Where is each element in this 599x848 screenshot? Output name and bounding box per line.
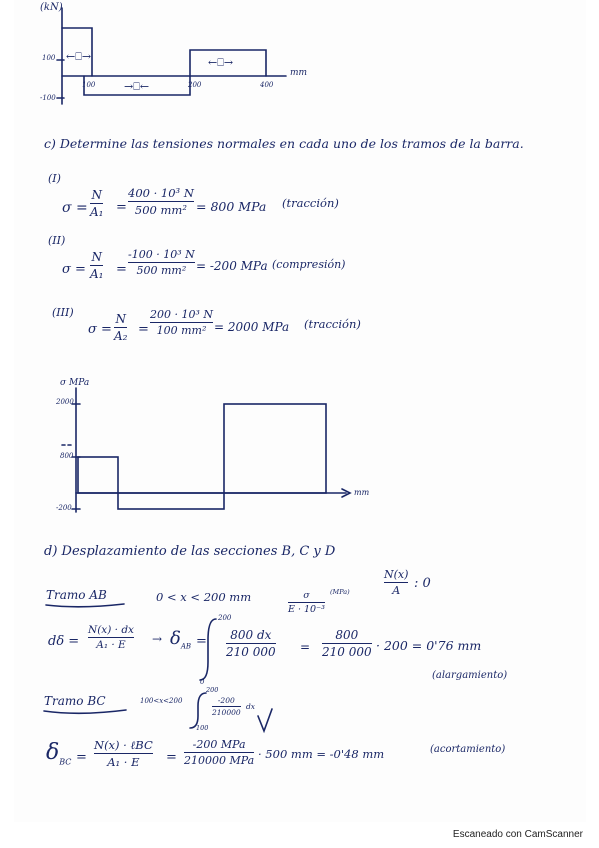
tramo-2-label: (II) [48,234,66,247]
section-d-title: d) Desplazamiento de las secciones B, C y D [44,544,336,559]
tramo-1-label: (I) [48,172,61,185]
force-tick-minus100: -100 [40,94,56,102]
int-ab-upper: 200 [218,614,232,622]
side-frac: N(x) A [384,568,409,598]
section-c-title: c) Determine las tensiones normales en cada uno de los tramos de la barra. [44,136,524,151]
delta-ab: $\delta_{AB}$ [170,628,192,651]
tramo-3-result: = 2000 MPa [214,320,290,334]
force-xtick-200: 200 [188,81,202,89]
force-arrow-2: →⎕← [124,80,150,93]
force-tick-100: 100 [42,54,56,62]
int-ab-lower: 0 [200,678,205,686]
delta-bc: $\delta_{BC}$ [46,740,72,767]
tramo-3-frac-values: 200 · 10³ N 100 mm² [150,308,214,338]
implies-arrow: → [152,632,163,646]
force-xtick-400: 400 [260,81,274,89]
int-bc-upper: 200 [206,686,219,694]
tramo-3-lhs: σ = [88,322,112,337]
int-bc-frac: -200 210000 [212,696,241,718]
check-mark [258,709,272,731]
tramo-bc-label: Tramo BC [44,694,106,708]
sigma-over-e: σ E · 10⁻³ [288,590,325,616]
stress-unit-x: mm [354,488,370,497]
int-bc-lower: 100 [196,724,209,732]
force-axis-label: (kN) [40,2,63,13]
force-arrow-1: ←⎕→ [66,50,92,63]
stress-tick-minus200: -200 [56,504,72,512]
tramo-1-frac-n-a: N A₁ [90,188,104,220]
force-arrow-3: ←⎕→ [208,56,234,69]
scanner-watermark: Escaneado con CamScanner [452,829,583,840]
tramo-2-note: (compresión) [272,258,346,271]
tramo-2-frac-values: -100 · 10³ N 500 mm² [128,248,195,278]
tramo-2-lhs: σ = [62,262,86,277]
stress-block-2 [118,493,224,509]
stress-axis-label: σ MPa [60,378,90,388]
integral-ab [200,619,216,680]
tramo-3-note: (tracción) [304,317,361,331]
force-xtick-100: 100 [82,81,96,89]
force-unit-x: mm [290,68,308,78]
integral-bc [190,693,206,728]
tramo-ab-label: Tramo AB [46,588,107,602]
tramo-bc-range: 100<x<200 [140,697,183,705]
tramo-3-frac-n-a: N A₂ [114,312,128,344]
stress-tick-2000: 2000 [56,398,74,406]
tramo-bc-result: · 500 mm = -0'48 mm [258,747,385,761]
tramo-3-label: (III) [52,306,74,319]
tramo-ab-note: (alargamiento) [432,670,508,681]
tramo-bc-note: (acortamiento) [430,744,506,755]
int-bc-dx: dx [246,702,256,711]
tramo-1-result: = 800 MPa [196,199,267,214]
int-ab-frac: 800 dx 210 000 [226,628,276,660]
tramo-1-frac-values: 400 · 10³ N 500 mm² [128,186,194,218]
bc-frac-1: N(x) · ℓBC A₁ · E [94,738,153,770]
tramo-1-note: (tracción) [282,196,339,210]
stress-tick-800: 800 [60,452,74,460]
tramo-ab-result: · 200 = 0'76 mm [376,638,482,653]
tramo-2-result: = -200 MPa [196,259,268,273]
stress-block-3 [224,404,326,493]
side-eq: : 0 [414,576,431,591]
stress-block-1 [78,457,118,493]
tramo-1-lhs: σ = [62,200,88,216]
ds-frac: N(x) · dx A₁ · E [88,624,134,652]
tramo-2-frac-n-a: N A₁ [90,250,104,282]
bc-frac-2: -200 MPa 210000 MPa [184,738,255,768]
res-ab-frac: 800 210 000 [322,628,372,660]
underline-tramo-ab [46,604,124,607]
eq-ab-2: = [300,640,311,654]
tramo-ab-range: 0 < x < 200 mm [156,590,252,604]
sigma-units: (MPa) [330,588,350,596]
ds-lhs: dδ = [48,634,80,649]
underline-tramo-bc [44,710,126,713]
